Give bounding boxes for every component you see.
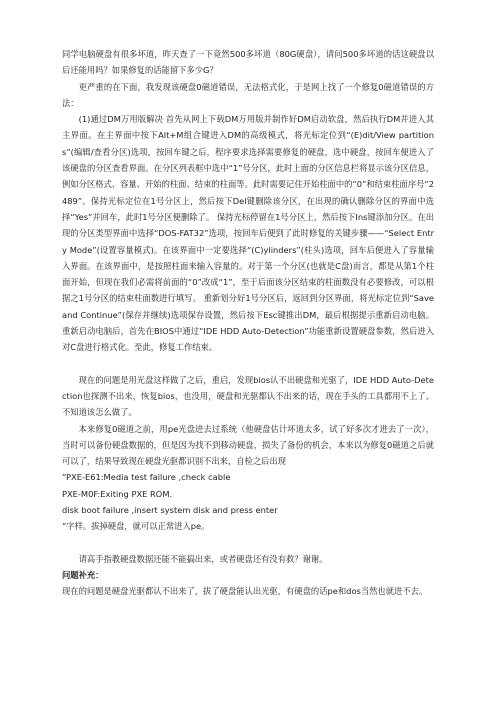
supplement-paragraph: 现在的问题是硬盘光驱都认不出来了，拔了硬盘能认出光驱，有硬盘的话pe和dos当然也就进不去。 <box>62 586 428 597</box>
paragraph-gap <box>62 356 434 372</box>
paragraph-gap <box>62 535 434 551</box>
current-problem-paragraph: 现在的问题是用光盘这样做了之后，重启，发现bios认不出硬盘和光驱了，IDE HDD Auto-Detection也探测不出来，恢复bios，也没用，硬盘和光驱都认不出来的话，现在手头的工具都用不上了。不知道该怎么做了。 <box>62 374 434 418</box>
error-trailer: ”字样。拔掉硬盘，就可以正常进入pe。 <box>62 521 210 532</box>
question-intro: 同学电脑硬盘有很多坏道，昨天查了一下竟然500多坏道（80G硬盘），请问500多坏道的话这硬盘以后还能用吗？如果修复的话能留下多少G？ <box>62 49 434 76</box>
backup-story-paragraph: 本来修复0磁道之前，用pe光盘进去过系统（他硬盘估计坏道太多，试了好多次才进去了一次），当时可以备份硬盘数据的，但是因为找不到移动硬盘，损失了备份的机会，本来以为修复0磁道之后就可以了，结果导致现在硬盘光驱都识别不出来，自检之后出现 <box>62 423 434 467</box>
error-line-3: disk boot failure ,insert system disk and press enter <box>62 505 278 516</box>
error-line-1: “PXE-E61:Media test failure ,check cable <box>62 472 231 483</box>
request-help-paragraph: 请高手指教硬盘数据还能不能搞出来，或者硬盘还有没有救？谢谢。 <box>78 553 328 564</box>
supplement-heading: 问题补充： <box>62 569 104 580</box>
error-line-2: PXE-M0F:Exiting PXE ROM. <box>62 488 173 499</box>
dm-repair-steps: (1)通过DM万用版解决 首先从网上下载DM万用版并制作好DM启动软盘，然后执行DM并进入其主界面。在主界面中按下Alt+M组合键进入DM的高级模式，将光标定位到“(E)dit/View partitions”(编辑/查看分区)选项，按回车键之后，程序要求选择需要修复的硬盘，选中硬盘，按回车便进入了该硬盘的分区查看界面。在分区列表框中选中“1”号分区，此时上面的分区信息栏将显示该分区信息，例如分区格式、容量、开始的柱面、结束的柱面等。此时需要记住开始柱面中的“0”和结束柱面序号“2489”。保持光标定位在1号分区上，然后按下Del键删除该分区，在出现的确认删除分区的界面中选择“Yes”并回车，此时1号分区便删除了。 保持光标停留在1号分区上，然后按下Ins键添加分区。在出现的分区类型界面中选择“DOS-FAT32”选项，按回车后便到了此时修复的关键步骤——“Select Entry Mode”(设置容量模式)。在该界面中一定要选择“(C)ylinders”(柱头)选项，回车后便进入了容量输入界面。在该界面中，是按照柱面来输入容量的。对于第一个分区(也就是C盘)而言，都是从第1个柱面开始，但现在我们必需将前面的“0”改成“1”，至于后面该分区结束的柱面数没有必要修改，可以根据之1号分区的结束柱面数进行填写。 重新划分好1号分区后，返回到分区界面，将光标定位到“Save and Continue”(保存并继续)选项保存设置，然后按下Esc键推出DM，最后根据提示重新启动电脑。重新启动电脑后，首先在BIOS中通过“IDE HDD Auto-Detection”功能重新设置硬盘参数，然后进入对C盘进行格式化。至此，修复工作结束。 <box>62 114 434 353</box>
track-zero-paragraph: 更严重的在下面，我发现该硬盘0磁道错误，无法格式化，于是网上找了一个修复0磁道错误的方法： <box>62 81 434 108</box>
